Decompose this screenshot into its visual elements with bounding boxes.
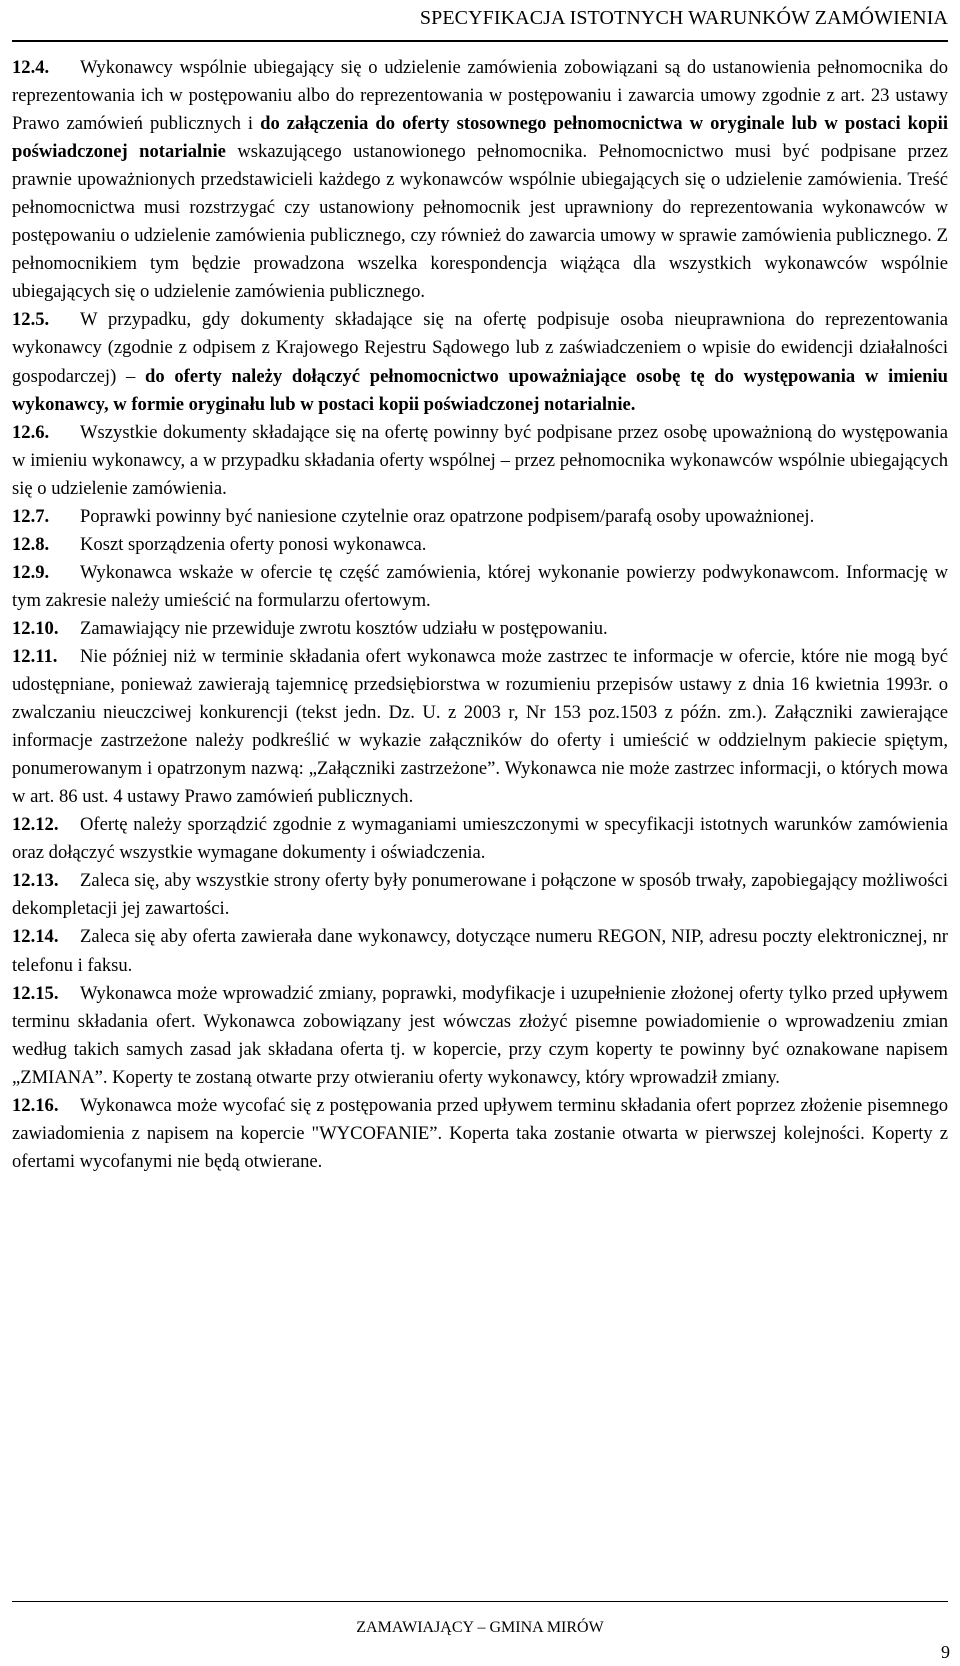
section-number: 12.9. xyxy=(12,561,50,583)
section-text: wskazującego ustanowionego pełnomocnika. Pełnomocnictwo musi być podpisane przez prawnie upoważnionych przedstawicieli każdego z wykonawców wspólnie ubiegających się o udzielenie zamówienia. Treść pełnomocnictwa musi rozstrzygać czy ustanowiony pełnomocnik jest uprawniony do reprezentowania wykonawców w postępowaniu o udzielenie zamówienia publicznego, czy również do zawarcia umowy w sprawie zamówienia publicznego. Z pełnomocnikiem tym będzie prowadzona wszelka korespondencja wiążąca dla wszystkich wykonawców wspólnie ubiegających się o udzielenie zamówienia publicznego. xyxy=(12,141,948,303)
header-rule xyxy=(12,40,948,42)
section-number: 12.16. xyxy=(12,1094,59,1116)
section-number: 12.6. xyxy=(12,421,50,443)
document-header: SPECYFIKACJA ISTOTNYCH WARUNKÓW ZAMÓWIENIA xyxy=(419,7,948,29)
section-text: Nie później niż w terminie składania ofert wykonawca może zastrzec te informacje w ofercie, które nie mogą być udostępniane, ponieważ zawierają tajemnicę przedsiębiorstwa w rozumieniu przepisów ustawy z dnia 16 kwietnia 1993r. o zwalczaniu nieuczciwej konkurencji (tekst jedn. Dz. U. z 2003 r, Nr 153 poz.1503 z późn. zm.). Załączniki zawierające informacje zastrzeżone należy podkreślić w wykazie załączników do oferty i umieścić w oddzielnym pakiecie spiętym, ponumerowanym i opatrzonym nazwą: „Załączniki zastrzeżone”. Wykonawca nie może zastrzec informacji, o których mowa w art. 86 ust. 4 ustawy Prawo zamówień publicznych. xyxy=(12,645,948,808)
section-text: Poprawki powinny być naniesione czytelnie oraz opatrzone podpisem/parafą osoby upoważnionej. xyxy=(80,505,815,527)
section-text: Wykonawca może wycofać się z postępowania przed upływem terminu składania ofert poprzez złożenie pisemnego zawiadomienia z napisem na kopercie "WYCOFANIE”. Koperta taka zostanie otwarta w pierwszej kolejności. Koperty z ofertami wycofanymi nie będą otwierane. xyxy=(12,1094,948,1172)
page-number: 9 xyxy=(941,1642,950,1662)
section-12-15 xyxy=(12,980,948,1092)
document-footer: ZAMAWIAJĄCY – GMINA MIRÓW xyxy=(356,1619,604,1636)
section-text: W przypadku, gdy dokumenty składające się na ofertę podpisuje osoba nieuprawniona do reprezentowania wykonawcy (zgodnie z odpisem z Krajowego Rejestru Sądowego lub z zaświadczeniem o wpisie do ewidencji działalności gospodarczej) – xyxy=(12,309,948,387)
section-text: Ofertę należy sporządzić zgodnie z wymaganiami umieszczonymi w specyfikacji istotnych warunków zamówienia oraz dołączyć wszystkie wymagane dokumenty i oświadczenia. xyxy=(12,814,948,864)
footer-rule xyxy=(12,1601,948,1602)
section-number: 12.7. xyxy=(12,505,50,527)
section-number: 12.8. xyxy=(12,533,50,555)
section-number: 12.13. xyxy=(12,870,59,892)
section-number: 12.14. xyxy=(12,926,59,948)
section-number: 12.10. xyxy=(12,617,59,639)
section-12-6 xyxy=(12,419,948,503)
section-text: Wszystkie dokumenty składające się na ofertę powinny być podpisane przez osobę upoważnioną do występowania w imieniu wykonawcy, a w przypadku składania oferty wspólnej – przez pełnomocnika wykonawców wspólnie ubiegających się o udzielenie zamówienia. xyxy=(12,421,948,499)
section-12-8 xyxy=(12,531,948,559)
section-text: Wykonawca może wprowadzić zmiany, poprawki, modyfikacje i uzupełnienie złożonej oferty tylko przed upływem terminu składania ofert. Wykonawca zobowiązany jest wówczas złożyć pisemne powiadomienie o wprowadzeniu zmian według takich samych zasad jak składana oferta tj. w kopercie, przy czym koperty te powinny być oznakowane napisem „ZMIANA”. Koperty te zostaną otwarte przy otwieraniu oferty wykonawcy, który wprowadził zmiany. xyxy=(12,982,948,1088)
section-number: 12.11. xyxy=(12,645,58,667)
section-text: Zaleca się aby oferta zawierała dane wykonawcy, dotyczące numeru REGON, NIP, adresu poczty elektronicznej, nr telefonu i faksu. xyxy=(12,926,948,976)
section-text: Zamawiający nie przewiduje zwrotu kosztów udziału w postępowaniu. xyxy=(80,617,608,639)
section-12-13 xyxy=(12,867,948,923)
section-12-12 xyxy=(12,811,948,867)
section-text: Zaleca się, aby wszystkie strony oferty były ponumerowane i połączone w sposób trwały, zapobiegający możliwości dekompletacji jej zawartości. xyxy=(12,870,948,920)
section-bold-text: do oferty należy dołączyć pełnomocnictwo upoważniające osobę tę do występowania w imieniu wykonawcy, w formie oryginału lub w postaci kopii poświadczonej notarialnie. xyxy=(12,365,948,415)
section-number: 12.15. xyxy=(12,982,59,1004)
section-bold-text: do załączenia do oferty stosownego pełnomocnictwa w oryginale lub w postaci kopii poświadczonej notarialnie xyxy=(12,113,948,163)
section-text: Wykonawca wskaże w ofercie tę część zamówienia, której wykonanie powierzy podwykonawcom. Informację w tym zakresie należy umieścić na formularzu ofertowym. xyxy=(12,561,948,611)
section-text: Koszt sporządzenia oferty ponosi wykonawca. xyxy=(80,533,427,555)
document-body xyxy=(12,54,948,1176)
section-12-16 xyxy=(12,1092,948,1176)
section-number: 12.5. xyxy=(12,309,50,331)
section-12-5 xyxy=(12,306,948,418)
section-12-14 xyxy=(12,923,948,979)
section-number: 12.12. xyxy=(12,814,59,836)
section-12-4 xyxy=(12,54,948,306)
section-12-9 xyxy=(12,559,948,615)
section-12-10 xyxy=(12,615,948,643)
section-number: 12.4. xyxy=(12,57,50,78)
section-text: Wykonawcy wspólnie ubiegający się o udzielenie zamówienia zobowiązani są do ustanowienia pełnomocnika do reprezentowania ich w postępowaniu albo do reprezentowania w postępowaniu i zawarcia umowy zgodnie z art. 23 ustawy Prawo zamówień publicznych i xyxy=(12,57,948,135)
section-12-7 xyxy=(12,503,948,531)
section-12-11 xyxy=(12,643,948,811)
